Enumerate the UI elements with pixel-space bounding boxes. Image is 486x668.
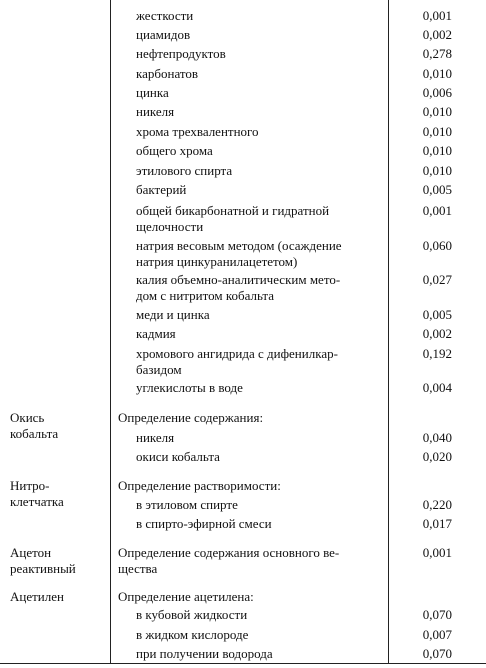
row-value: 0,017 bbox=[422, 516, 452, 531]
column-divider-left bbox=[110, 0, 111, 663]
substance-name: Окись bbox=[10, 410, 45, 425]
row-value: 0,001 bbox=[422, 8, 452, 23]
row-label: в спирто-эфирной смеси bbox=[136, 516, 272, 531]
row-label: нефтепродуктов bbox=[136, 46, 226, 61]
row-label: натрия весовым методом (осаждение bbox=[136, 238, 342, 253]
row-value: 0,020 bbox=[422, 449, 452, 464]
row-label: дом с нитритом кобальта bbox=[136, 288, 274, 303]
substance-name: Нитро- bbox=[10, 478, 50, 493]
substance-name: кобальта bbox=[10, 426, 59, 441]
row-label: базидом bbox=[136, 362, 182, 377]
row-label: циамидов bbox=[136, 27, 191, 42]
row-value: 0,278 bbox=[422, 46, 452, 61]
row-label: окиси кобальта bbox=[136, 449, 220, 464]
row-value: 0,001 bbox=[422, 203, 452, 218]
row-value: 0,010 bbox=[422, 163, 452, 178]
row-value: 0,040 bbox=[422, 430, 452, 445]
row-label: карбонатов bbox=[136, 66, 199, 81]
row-value: 0,002 bbox=[422, 27, 452, 42]
column-divider-right bbox=[388, 0, 389, 663]
group-heading: Определение содержания основного ве- bbox=[118, 545, 340, 560]
substance-name: Ацетилен bbox=[10, 589, 64, 604]
group-heading: Определение растворимости: bbox=[118, 478, 281, 493]
row-value: 0,005 bbox=[422, 307, 452, 322]
row-label: в жидком кислороде bbox=[136, 627, 249, 642]
substance-name: Ацетон bbox=[10, 545, 52, 560]
row-value: 0,010 bbox=[422, 104, 452, 119]
row-label: щелочности bbox=[136, 219, 204, 234]
group-heading: Определение содержания: bbox=[118, 410, 264, 425]
row-label: натрия цинкуранилацететом) bbox=[136, 254, 298, 269]
row-value: 0,005 bbox=[422, 182, 452, 197]
row-label: жесткости bbox=[136, 8, 194, 23]
row-value: 0,001 bbox=[422, 545, 452, 560]
row-label: меди и цинка bbox=[136, 307, 210, 322]
row-value: 0,002 bbox=[422, 326, 452, 341]
row-label: в кубовой жидкости bbox=[136, 607, 248, 622]
row-label: при получении водорода bbox=[136, 646, 273, 661]
row-value: 0,070 bbox=[422, 646, 452, 661]
row-label: хромового ангидрида с дифенилкар- bbox=[136, 346, 338, 361]
row-label: калия объемно-аналитическим мето- bbox=[136, 272, 341, 287]
row-value: 0,027 bbox=[422, 272, 452, 287]
row-label: кадмия bbox=[136, 326, 176, 341]
row-label: общего хрома bbox=[136, 143, 213, 158]
row-label: углекислоты в воде bbox=[136, 380, 243, 395]
group-heading: щества bbox=[118, 561, 158, 576]
row-label: никеля bbox=[136, 430, 175, 445]
row-value: 0,220 bbox=[422, 497, 452, 512]
table-bottom-border bbox=[0, 663, 486, 664]
row-value: 0,006 bbox=[422, 85, 452, 100]
row-label: общей бикарбонатной и гидратной bbox=[136, 203, 330, 218]
row-label: хрома трехвалентного bbox=[136, 124, 259, 139]
substance-name: реактивный bbox=[10, 561, 76, 576]
row-label: никеля bbox=[136, 104, 175, 119]
group-heading: Определение ацетилена: bbox=[118, 589, 254, 604]
row-label: в этиловом спирте bbox=[136, 497, 238, 512]
row-value: 0,010 bbox=[422, 66, 452, 81]
row-value: 0,070 bbox=[422, 607, 452, 622]
row-label: бактерий bbox=[136, 182, 187, 197]
row-label: этилового спирта bbox=[136, 163, 233, 178]
substance-name: клетчатка bbox=[10, 494, 64, 509]
row-value: 0,010 bbox=[422, 124, 452, 139]
row-value: 0,007 bbox=[422, 627, 452, 642]
row-label: цинка bbox=[136, 85, 169, 100]
row-value: 0,060 bbox=[422, 238, 452, 253]
row-value: 0,192 bbox=[422, 346, 452, 361]
row-value: 0,004 bbox=[422, 380, 452, 395]
row-value: 0,010 bbox=[422, 143, 452, 158]
